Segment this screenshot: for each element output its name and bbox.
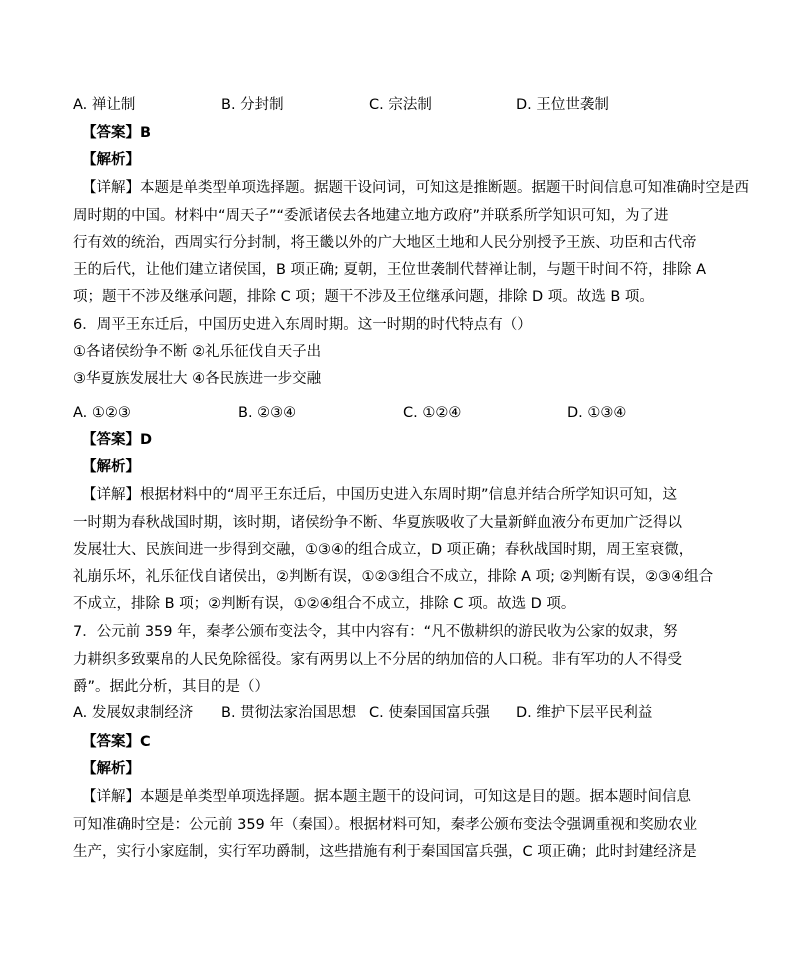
q6-option-a: A. ①②③ <box>73 405 131 421</box>
q7-analysis-label: 【解析】 <box>82 761 140 777</box>
q7-option-a: A. 发展奴隶制经济 <box>73 705 194 721</box>
q6-stem: 6．周平王东迁后，中国历史进入东周时期。这一时期的时代特点有（） <box>73 317 532 333</box>
q6-option-c: C. ①②④ <box>403 405 462 421</box>
q6-detail-line: 不成立，排除 B 项；②判断有误，①②④组合不成立，排除 C 项。故选 D 项。 <box>73 596 576 612</box>
q7-stem-line: 7．公元前 359 年，秦孝公颁布变法令，其中内容有：“凡不傲耕织的游民收为公家的奴隶，努 <box>73 624 678 640</box>
q5-detail-line: 项；题干不涉及继承问题，排除 C 项；题干不涉及王位继承问题，排除 D 项。故选 B 项。 <box>73 289 654 305</box>
q7-option-c: C. 使秦国国富兵强 <box>369 705 490 721</box>
q5-detail-line: 【详解】本题是单类型单项选择题。据题干设问词，可知这是推断题。据题干时间信息可知准确时空是西 <box>82 180 749 196</box>
q7-answer <box>82 732 151 752</box>
q5-detail-line: 行有效的统治，西周实行分封制，将王畿以外的广大地区土地和人民分别授予王族、功臣和古代帝 <box>73 235 697 251</box>
q5-option-c: C. 宗法制 <box>369 97 432 113</box>
q6-detail-line: 一时期为春秋战国时期，该时期，诸侯纷争不断、华夏族吸收了大量新鲜血液分布更加广泛得以 <box>73 515 682 531</box>
q7-detail-line: 【详解】本题是单类型单项选择题。据本题主题干的设问词，可知这是目的题。据本题时间信息 <box>82 789 691 805</box>
q6-answer <box>82 430 152 450</box>
answer-label: 【答案】 <box>82 125 140 141</box>
q5-detail-line: 周时期的中国。材料中“周天子”“委派诸侯去各地建立地方政府”并联系所学知识可知，为了进 <box>73 208 669 224</box>
q6-item-line: ③华夏族发展壮大 ④各民族进一步交融 <box>73 371 322 387</box>
q6-detail-line: 发展壮大、民族间进一步得到交融，①③④的组合成立，D 项正确；春秋战国时期，周王室衰微， <box>73 542 694 558</box>
q5-option-b: B. 分封制 <box>221 97 284 113</box>
answer-value: D <box>140 432 153 448</box>
q6-analysis-label: 【解析】 <box>82 459 140 475</box>
answer-value: C <box>140 734 151 750</box>
q5-option-d: D. 王位世袭制 <box>516 97 609 113</box>
q7-stem-line: 力耕织多致粟帛的人民免除徭役。家有两男以上不分居的纳加倍的人口税。非有军功的人不得受 <box>73 652 682 668</box>
q5-answer <box>82 123 151 143</box>
q7-stem-line: 爵”。据此分析，其目的是（） <box>73 679 270 695</box>
answer-label: 【答案】 <box>82 432 140 448</box>
q7-option-b: B. 贯彻法家治国思想 <box>221 705 357 721</box>
q7-option-d: D. 维护下层平民利益 <box>516 705 653 721</box>
q7-detail-line: 可知准确时空是：公元前 359 年（秦国）。根据材料可知，秦孝公颁布变法令强调重视和奖励农业 <box>73 817 698 833</box>
answer-value: B <box>140 125 152 141</box>
q5-detail-line: 王的后代，让他们建立诸侯国，B 项正确; 夏朝，王位世袭制代替禅让制，与题干时间不符，排除 A <box>73 262 707 278</box>
q6-item-line: ①各诸侯纷争不断 ②礼乐征伐自天子出 <box>73 344 322 360</box>
answer-label: 【答案】 <box>82 734 140 750</box>
q6-option-b: B. ②③④ <box>238 405 297 421</box>
q5-option-a: A. 禅让制 <box>73 97 136 113</box>
q6-detail-line: 【详解】根据材料中的“周平王东迁后，中国历史进入东周时期”信息并结合所学知识可知，这 <box>82 487 678 503</box>
q5-analysis-label: 【解析】 <box>82 152 140 168</box>
q6-option-d: D. ①③④ <box>567 405 627 421</box>
q6-detail-line: 礼崩乐坏，礼乐征伐自诸侯出，②判断有误，①②③组合不成立，排除 A 项; ②判断有误，②③④组合 <box>73 569 714 585</box>
q7-detail-line: 生产，实行小家庭制，实行军功爵制，这些措施有利于秦国国富兵强，C 项正确；此时封建经济是 <box>73 844 697 860</box>
